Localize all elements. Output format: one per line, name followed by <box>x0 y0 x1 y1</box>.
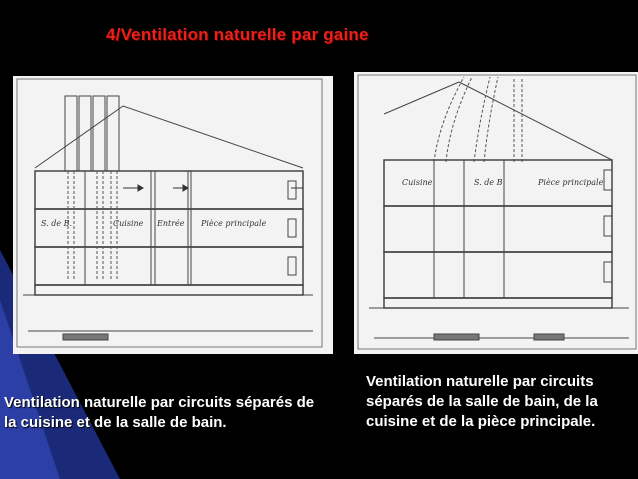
left-caption: Ventilation naturelle par circuits séparés de la cuisine et de la salle de bain. <box>4 394 315 431</box>
label-main-room: Pièce principale <box>538 178 604 187</box>
slide-title: 4/Ventilation naturelle par gaine <box>106 25 369 44</box>
label-kitchen: Cuisine <box>113 219 144 228</box>
right-caption: Ventilation naturelle par circuits séparés de la salle de bain, de la cuisine et de la pièce principale. <box>366 373 598 430</box>
label-main-room: Pièce principale <box>201 219 267 228</box>
label-bathroom: S. de B <box>474 178 503 187</box>
left-section-drawing <box>13 76 333 354</box>
label-kitchen: Cuisine <box>402 178 433 187</box>
label-bathroom: S. de B. <box>41 219 73 228</box>
right-section-drawing <box>354 72 638 354</box>
label-entry: Entrée <box>157 219 185 228</box>
